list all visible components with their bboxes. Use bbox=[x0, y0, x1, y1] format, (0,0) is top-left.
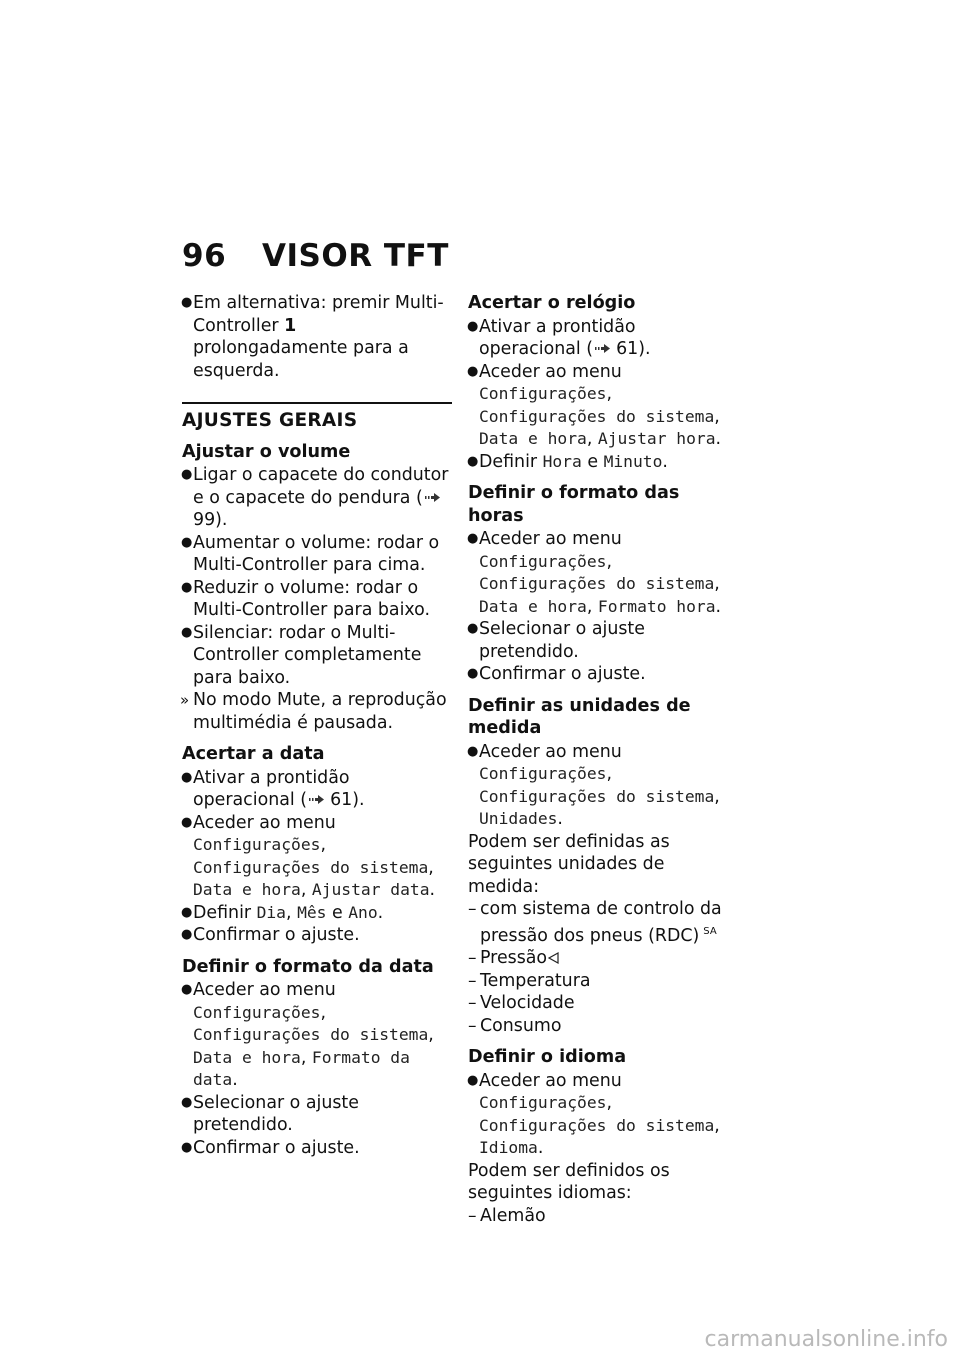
dash-item: – Consumo bbox=[468, 1015, 562, 1036]
menu-path: Ajustar hora bbox=[597, 429, 716, 448]
menu-option: Mês bbox=[297, 902, 327, 922]
menu-path: Data e hora bbox=[479, 596, 587, 616]
result-arrow-icon: » bbox=[180, 691, 190, 709]
list-item: ● Ativar a prontidão operacional ( 61). bbox=[181, 767, 365, 810]
menu-path: Formato da data bbox=[193, 1047, 410, 1089]
page-reference-arrow-icon bbox=[595, 343, 611, 354]
menu-path: Data e hora bbox=[479, 429, 587, 448]
menu-path: Data e hora bbox=[193, 880, 301, 899]
dash-item: – com sistema de controlo da pressão dos pneus (RDC) $^{SA}$ bbox=[468, 899, 722, 946]
bullet-icon: ● bbox=[467, 666, 479, 681]
subsection-title-date-format: Definir o formato da data bbox=[182, 956, 434, 977]
watermark: carmanualsonline.info bbox=[704, 1327, 948, 1352]
menu-path: Configurações bbox=[479, 551, 607, 571]
bullet-icon: ● bbox=[467, 1072, 479, 1088]
subsection-title-time-format: Definir o formato das horas bbox=[468, 483, 680, 526]
menu-option: Dia bbox=[256, 902, 286, 922]
menu-path: Configurações do sistema bbox=[193, 1025, 429, 1044]
menu-path: Configurações do sistema bbox=[193, 857, 429, 877]
list-item: ● Aceder ao menu Configurações, Configurações do sistema, Data e hora, Ajustar data. bbox=[181, 812, 436, 900]
bullet-icon: ● bbox=[181, 904, 193, 920]
right-column bbox=[468, 292, 738, 1227]
dash-marker: – bbox=[468, 970, 477, 991]
menu-option: Minuto bbox=[603, 451, 663, 471]
bullet-icon: ● bbox=[181, 1094, 193, 1110]
bullet-icon: ● bbox=[181, 769, 193, 785]
bullet-icon: ● bbox=[181, 927, 193, 942]
bullet-icon: ● bbox=[181, 814, 193, 830]
menu-path: Configurações do sistema bbox=[479, 406, 715, 426]
bullet-icon: ● bbox=[181, 534, 193, 550]
subsection-title-language: Definir o idioma bbox=[468, 1047, 627, 1067]
menu-path: Data e hora bbox=[193, 1047, 301, 1067]
bullet-icon: ● bbox=[181, 467, 193, 482]
bullet-icon: ● bbox=[181, 982, 193, 997]
bullet-icon: ● bbox=[181, 624, 193, 640]
delta-triangle-icon bbox=[548, 948, 559, 960]
list-item: ● Silenciar: rodar o Multi-Controller completamente para baixo. bbox=[181, 622, 422, 688]
list-item: ● Definir Hora e Minuto. bbox=[467, 451, 668, 472]
menu-path: Formato hora bbox=[597, 596, 716, 616]
menu-path: Configurações bbox=[479, 764, 607, 783]
page-reference-arrow-icon bbox=[309, 794, 325, 805]
list-item: ● Aceder ao menu Configurações, Configurações do sistema, Unidades. bbox=[467, 741, 720, 829]
bullet-icon: ● bbox=[467, 621, 479, 636]
optional-equipment-badge: SA bbox=[703, 925, 717, 937]
bullet-icon: ● bbox=[467, 318, 479, 334]
dash-marker: – bbox=[468, 1205, 477, 1226]
page-reference: 61 bbox=[616, 339, 639, 359]
dash-item: – Alemão bbox=[468, 1205, 546, 1226]
menu-option: Ano bbox=[348, 902, 378, 922]
bullet-icon: ● bbox=[181, 1139, 193, 1155]
result-item: » No modo Mute, a reprodução multimédia é pausada. bbox=[180, 690, 447, 733]
page-header bbox=[182, 238, 449, 274]
dash-item: – Velocidade bbox=[468, 993, 575, 1013]
list-item: ● Aceder ao menu Configurações, Configurações do sistema, Data e hora, Ajustar hora. bbox=[467, 361, 722, 449]
page-reference: 61 bbox=[330, 790, 353, 810]
list-item: ● Confirmar o ajuste. bbox=[467, 664, 646, 684]
list-item: ● Aceder ao menu Configurações, Configurações do sistema, Data e hora, Formato hora. bbox=[467, 529, 722, 617]
menu-path: Configurações do sistema bbox=[479, 574, 715, 593]
menu-path: Configurações bbox=[193, 835, 321, 854]
list-item: ● Aceder ao menu Configurações, Configurações do sistema, Data e hora, Formato da data. bbox=[181, 980, 434, 1090]
bullet-icon: ● bbox=[181, 579, 193, 595]
dash-marker: – bbox=[468, 1015, 477, 1036]
menu-path: Configurações bbox=[479, 1093, 607, 1112]
list-item: ● Selecionar o ajuste pretendido. bbox=[181, 1092, 359, 1135]
list-item: ● Ligar o capacete do condutor e o capacete do pendura ( 99). bbox=[181, 465, 449, 530]
menu-path: Idioma bbox=[479, 1138, 538, 1157]
page-title: VISOR TFT bbox=[262, 238, 449, 274]
page-reference: 99 bbox=[193, 510, 216, 530]
subsection-title-volume: Ajustar o volume bbox=[182, 441, 351, 462]
dash-marker: – bbox=[468, 993, 477, 1013]
dash-item: – Pressão bbox=[468, 947, 738, 970]
bullet-icon: ● bbox=[181, 295, 193, 310]
list-item: ● Confirmar o ajuste. bbox=[181, 1137, 360, 1158]
menu-option: Hora bbox=[542, 451, 582, 471]
menu-path: Configurações do sistema bbox=[479, 1115, 715, 1135]
list-item: ● Selecionar o ajuste pretendido. bbox=[467, 619, 645, 662]
menu-path: Unidades bbox=[479, 809, 558, 828]
section-title: AJUSTES GERAIS bbox=[182, 402, 452, 433]
list-item: ● Definir Dia, Mês e Ano. bbox=[181, 902, 384, 923]
bullet-icon: ● bbox=[467, 453, 479, 469]
dash-marker: – bbox=[468, 899, 477, 919]
list-item: ● Aumentar o volume: rodar o Multi-Controller para cima. bbox=[181, 532, 440, 575]
menu-path: Configurações bbox=[193, 1002, 321, 1022]
page-reference-arrow-icon bbox=[425, 492, 441, 503]
paragraph: Podem ser definidas as seguintes unidades de medida: bbox=[468, 831, 670, 897]
menu-path: Configurações do sistema bbox=[479, 786, 715, 806]
list-item: ● Confirmar o ajuste. bbox=[181, 925, 360, 945]
subsection-title-units: Definir as unidades de medida bbox=[468, 695, 691, 738]
bullet-icon: ● bbox=[467, 363, 479, 379]
page-number: 96 bbox=[182, 238, 227, 274]
menu-path: Configurações bbox=[479, 384, 607, 403]
list-item: ● Ativar a prontidão operacional ( 61). bbox=[467, 316, 651, 359]
paragraph: Podem ser definidos os seguintes idiomas: bbox=[468, 1160, 670, 1203]
list-item: ● Aceder ao menu Configurações, Configurações do sistema, Idioma. bbox=[467, 1070, 720, 1158]
subsection-title-date: Acertar a data bbox=[182, 744, 325, 764]
list-item-intro: ● Em alternativa: premir Multi-Controller 1 prolongadamente para a esquerda. bbox=[181, 293, 444, 381]
menu-path: Ajustar data bbox=[311, 880, 430, 899]
bullet-icon: ● bbox=[467, 743, 479, 759]
list-item: ● Reduzir o volume: rodar o Multi-Controller para baixo. bbox=[181, 577, 431, 620]
left-column bbox=[182, 292, 452, 1159]
dash-item: – Temperatura bbox=[468, 970, 591, 991]
subsection-title-clock: Acertar o relógio bbox=[468, 293, 636, 313]
bullet-icon: ● bbox=[467, 531, 479, 546]
dash-marker: – bbox=[468, 948, 477, 968]
